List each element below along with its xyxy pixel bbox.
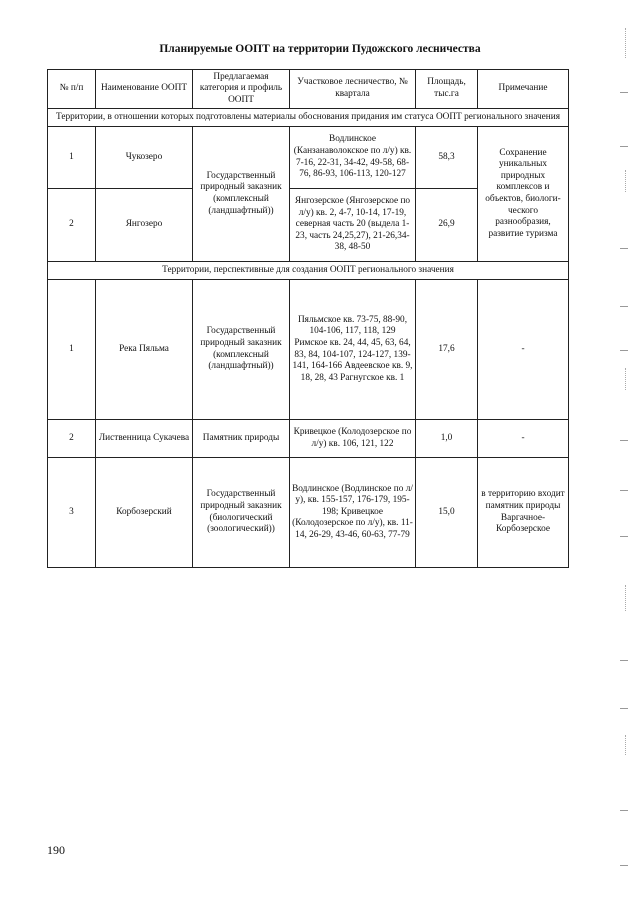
- row-district: Кривецкое (Колодозерское по л/у) кв. 106, 121, 122: [290, 420, 416, 458]
- table-row: [48, 420, 569, 458]
- page-number: 190: [47, 843, 65, 857]
- table-row: [48, 458, 569, 568]
- header-name: Наименование ООПТ: [96, 70, 193, 109]
- row-note: Сохранение уникальных природных комплексов и объектов, биологи-ческого разнообразия, развитие туризма: [478, 127, 569, 262]
- row-area: 17,6: [416, 280, 478, 420]
- row-name: Река Пяльма: [96, 280, 193, 420]
- row-area: 15,0: [416, 458, 478, 568]
- header-area: Площадь, тыс.га: [416, 70, 478, 109]
- header-category: Предлагаемая категория и профиль ООПТ: [193, 70, 290, 109]
- row-num: 1: [48, 280, 96, 420]
- row-num: 3: [48, 458, 96, 568]
- section1-title: Территории, в отношении которых подготовлены материалы обоснования придания им статуса ООПТ регионального значения: [48, 109, 569, 127]
- row-district: Янгозерское (Янгозерское по л/у) кв. 2, 4-7, 10-14, 17-19, северная часть 20 (выдела 1-23, часть 24,25,27), 21-26,34-38, 48-50: [290, 189, 416, 262]
- row-category: Памятник природы: [193, 420, 290, 458]
- row-area: 1,0: [416, 420, 478, 458]
- row-area: 58,3: [416, 127, 478, 189]
- row-district: Пяльмское кв. 73-75, 88-90, 104-106, 117, 118, 129 Римское кв. 24, 44, 45, 63, 64, 83, 84, 104-107, 124-127, 139-141, 164-166 Авдеевское кв. 9, 18, 28, 43 Рагнугское кв. 1: [290, 280, 416, 420]
- section-row: [48, 262, 569, 280]
- row-district: Водлинское (Водлинское по л/у), кв. 155-157, 176-179, 195-198; Кривецкое (Колодозерское по л/у), кв. 11-14, 26-29, 43-46, 60-63, 77-79: [290, 458, 416, 568]
- table-row: [48, 280, 569, 420]
- row-area: 26,9: [416, 189, 478, 262]
- row-district: Водлинское (Канзанаволокское по л/у) кв. 7-16, 22-31, 34-42, 49-58, 68-76, 86-93, 106-113, 120-127: [290, 127, 416, 189]
- table-row: [48, 127, 569, 189]
- binding-margin-marks: [612, 0, 640, 905]
- row-category: Государственный природный заказник (биологический (зоологический)): [193, 458, 290, 568]
- row-name: Янгозеро: [96, 189, 193, 262]
- section-row: [48, 109, 569, 127]
- row-name: Лиственница Сукачева: [96, 420, 193, 458]
- row-category: Государственный природный заказник (комплексный (ландшафтный)): [193, 280, 290, 420]
- header-district: Участковое лесничество, № квартала: [290, 70, 416, 109]
- row-category: Государственный природный заказник (комплексный (ландшафтный)): [193, 127, 290, 262]
- header-num: № п/п: [48, 70, 96, 109]
- row-num: 2: [48, 189, 96, 262]
- header-row: [48, 70, 569, 109]
- section2-title: Территории, перспективные для создания ООПТ регионального значения: [48, 262, 569, 280]
- oopt-table: [47, 69, 569, 568]
- row-note: -: [478, 420, 569, 458]
- page-title: Планируемые ООПТ на территории Пудожского лесничества: [159, 43, 481, 55]
- header-note: Примечание: [478, 70, 569, 109]
- row-num: 1: [48, 127, 96, 189]
- row-name: Чукозеро: [96, 127, 193, 189]
- row-name: Корбозерский: [96, 458, 193, 568]
- row-num: 2: [48, 420, 96, 458]
- row-note: в территорию входит памятник природы Варгачное-Корбозерское: [478, 458, 569, 568]
- row-note: -: [478, 280, 569, 420]
